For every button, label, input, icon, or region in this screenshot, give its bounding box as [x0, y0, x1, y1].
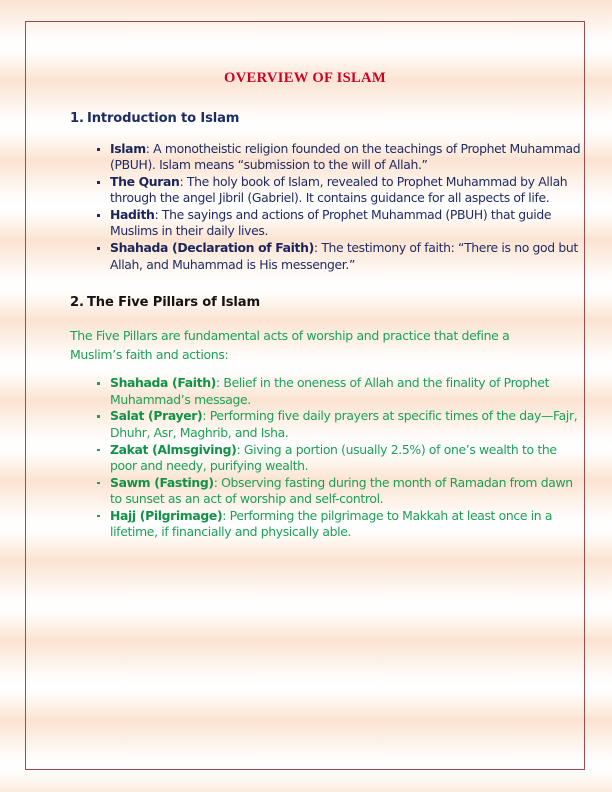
bullet-text: : Performing five daily prayers at specific times of the day—Fajr, Dhuhr, Asr, Maghrib, and Isha.	[110, 408, 578, 440]
bullet-text: : Belief in the oneness of Allah and the finality of Prophet Muhammad’s message.	[110, 375, 550, 407]
list-item	[93, 240, 585, 273]
bullet-text: : Giving a portion (usually 2.5%) of one’s wealth to the poor and needy, purifying wealth.	[110, 441, 557, 473]
bullet-term: Shahada (Faith)	[110, 375, 216, 391]
bullet-text: : The testimony of faith: “There is no god but Allah, and Muhammad is His messenger.”	[110, 240, 578, 272]
section-number: 2.	[70, 295, 84, 311]
list-item	[93, 408, 585, 441]
list-item	[93, 475, 585, 508]
section-heading-introduction-to-islam	[25, 87, 585, 126]
bullet-text: : The sayings and actions of Prophet Muhammad (PBUH) that guide Muslims in their daily lives.	[110, 207, 552, 239]
bullet-term: Zakat (Almsgiving)	[110, 441, 237, 457]
bullet-text: : The holy book of Islam, revealed to Prophet Muhammad by Allah through the angel Jibril (Gabriel). It contains guidance for all aspects of life.	[110, 174, 568, 206]
section-heading-five-pillars-of-islam	[25, 273, 585, 310]
five-pillars-intro-paragraph: The Five Pillars are fundamental acts of worship and practice that define a Muslim’s faith and actions:	[70, 328, 510, 363]
bullet-term: Salat (Prayer)	[110, 408, 203, 424]
list-item	[93, 141, 585, 174]
bullet-term: Hadith	[110, 207, 155, 223]
bullet-list-introduction	[25, 126, 585, 273]
bullet-term: Islam	[110, 141, 146, 156]
list-item	[93, 442, 585, 475]
bullet-term: Hajj (Pilgrimage)	[110, 507, 223, 523]
bullet-term: The Quran	[110, 174, 180, 190]
list-item	[93, 375, 585, 408]
section-title: The Five Pillars of Islam	[87, 295, 260, 311]
bullet-text: : Observing fasting during the month of Ramadan from dawn to sunset as an act of worship and self-control.	[110, 474, 573, 506]
section-title: Introduction to Islam	[87, 111, 240, 126]
bullet-text: : A monotheistic religion founded on the teachings of Prophet Muhammad (PBUH). Islam means “submission to the will of Allah.”	[110, 141, 581, 173]
section-number: 1.	[70, 111, 84, 126]
bullet-text: : Performing the pilgrimage to Makkah at least once in a lifetime, if financially and physically able.	[110, 507, 553, 540]
list-item	[93, 508, 585, 541]
document-title: OVERVIEW OF ISLAM	[224, 70, 386, 86]
document-content	[25, 21, 585, 770]
bullet-term: Shahada (Declaration of Faith)	[110, 240, 314, 256]
bullet-term: Sawm (Fasting)	[110, 474, 214, 490]
bullet-list-five-pillars	[25, 364, 585, 540]
list-item	[93, 207, 585, 240]
list-item	[93, 174, 585, 207]
